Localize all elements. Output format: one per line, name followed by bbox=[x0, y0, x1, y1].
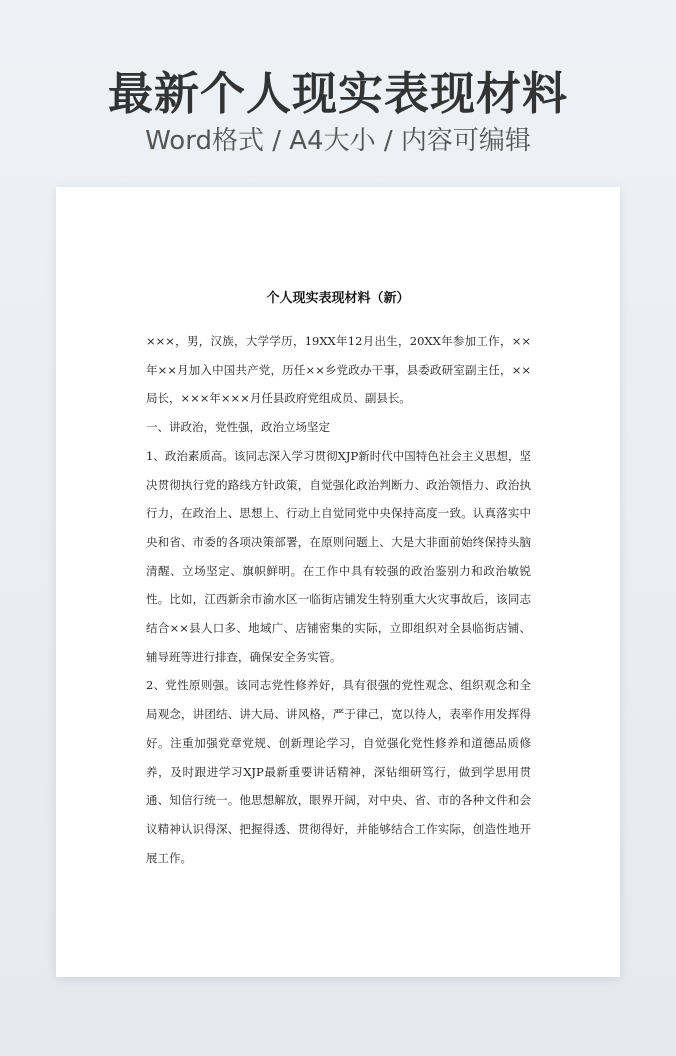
paragraph-heading-1: 一、讲政治，党性强，政治立场坚定 bbox=[146, 420, 330, 435]
paragraph-party-principle: 2、党性原则强。该同志党性修养好，具有很强的党性观念、组织观念和全局观念，讲团结、讲大局、讲风格，严于律己，宽以待人，表率作用发挥得好。注重加强党章党规、创新理论学习，自觉强化党性修养和道德品质修养，及时跟进学习XJP最新重要讲话精神，深钻细研笃行，做到学思用贯通、知信行统一。他思想解放，眼界开阔，对中央、省、市的各种文件和会议精神认识得深、把握得透、贯彻得好，并能够结合工作实际，创造性地开展工作。 bbox=[146, 678, 531, 865]
paragraph-political-quality: 1、政治素质高。该同志深入学习贯彻XJP新时代中国特色社会主义思想，坚决贯彻执行党的路线方针政策，自觉强化政治判断力、政治领悟力、政治执行力，在政治上、思想上、行动上自觉同党中央保持高度一致。认真落实中央和省、市委的各项决策部署，在原则问题上、大是大非面前始终保持头脑清醒、立场坚定、旗帜鲜明。在工作中具有较强的政治鉴别力和政治敏锐性。比如，江西新余市渝水区一临街店铺发生特别重大火灾事故后，该同志结合××县人口多、地域广、店铺密集的实际，立即组织对全县临街店铺、辅导班等进行排查，确保安全务实管。 bbox=[146, 448, 531, 664]
paragraph-intro: ×××，男，汉族，大学学历，19XX年12月出生，20XX年参加工作，××年××月加入中国共产党，历任××乡党政办干事，县委政研室副主任，××局长，×××年×××月任县政府党组成员、副县长。 bbox=[146, 334, 531, 406]
document-title: 个人现实表现材料（新） bbox=[266, 291, 410, 306]
page-subtitle: Word格式 / A4大小 / 内容可编辑 bbox=[145, 126, 531, 156]
page-title: 最新个人现实表现材料 bbox=[107, 67, 568, 120]
page-header bbox=[0, 66, 676, 158]
document-body bbox=[146, 327, 531, 872]
document-page bbox=[56, 187, 620, 977]
